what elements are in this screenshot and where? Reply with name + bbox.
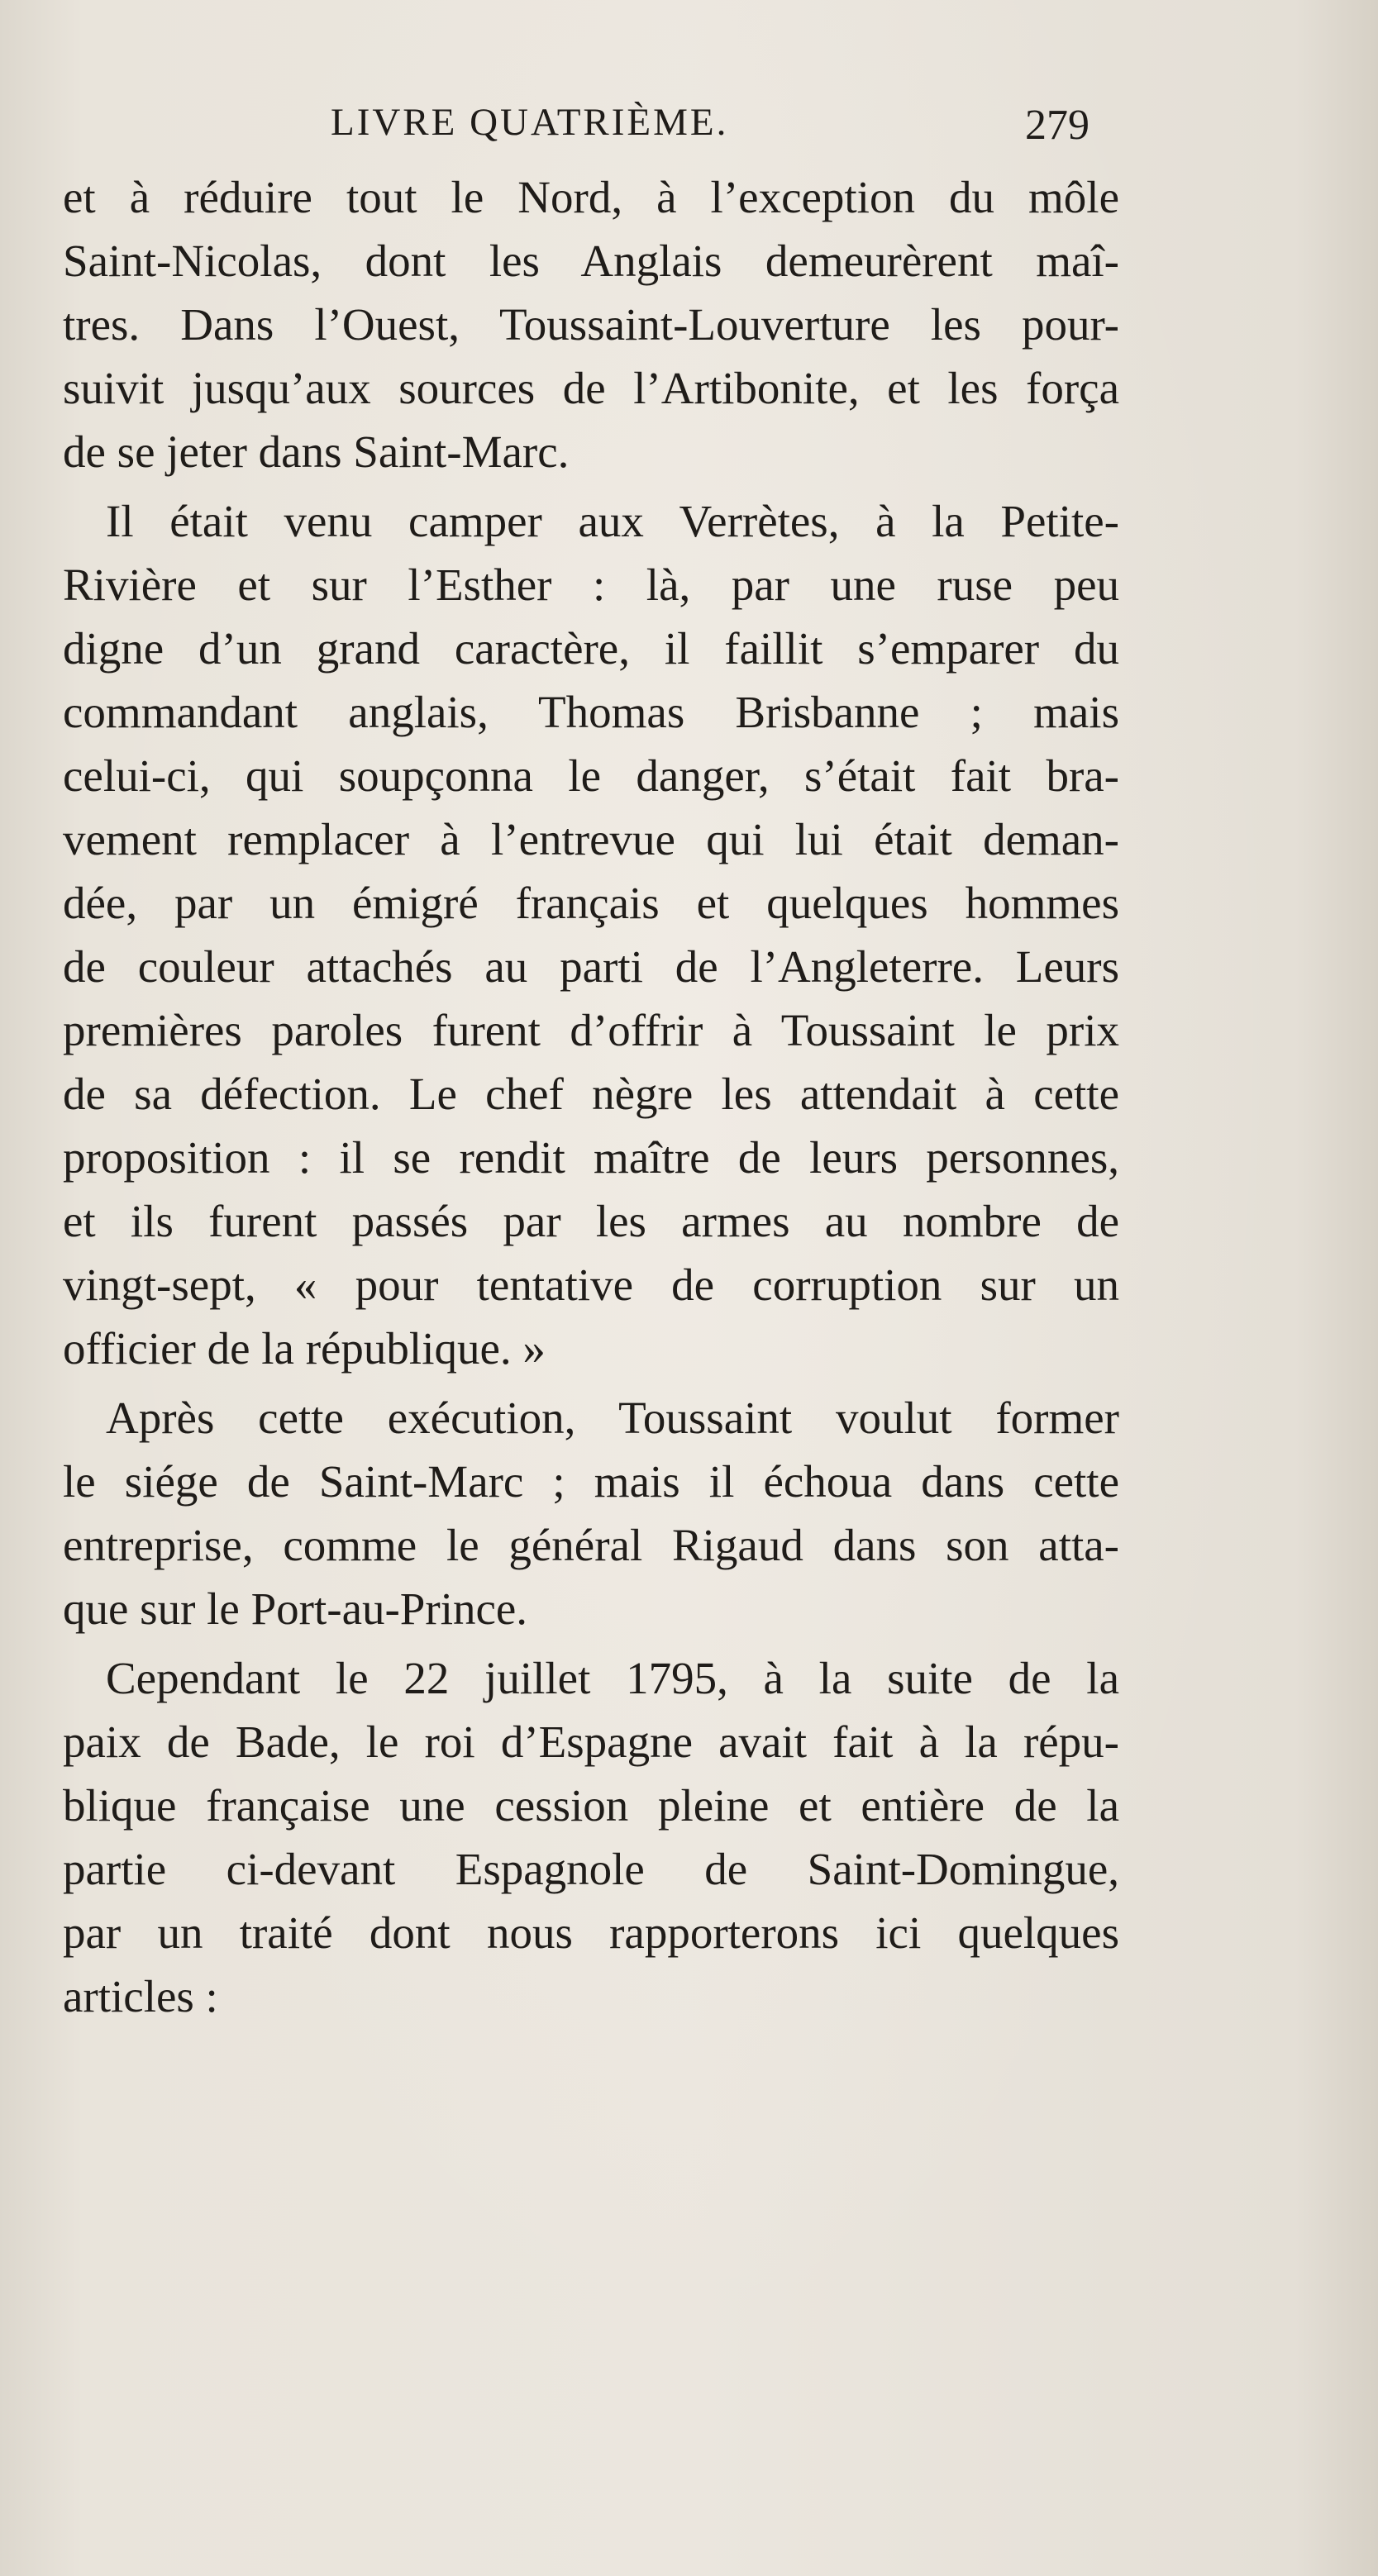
- text-line: par un traité dont nous rapporterons ici quelques: [63, 1907, 1119, 1958]
- text-line: et à réduire tout le Nord, à l’exception du môle: [63, 172, 1119, 222]
- running-head: [0, 89, 1378, 155]
- text-line: Rivière et sur l’Esther : là, par une ruse peu: [63, 559, 1119, 610]
- text-line: et ils furent passés par les armes au nombre de: [63, 1196, 1119, 1246]
- text-line: celui-ci, qui soupçonna le danger, s’était fait bra-: [63, 750, 1119, 801]
- text-line: Cependant le 22 juillet 1795, à la suite de la: [106, 1653, 1119, 1703]
- text-line: Après cette exécution, Toussaint voulut former: [106, 1393, 1119, 1443]
- text-line: officier de la république. »: [63, 1323, 546, 1374]
- paragraph-1: [63, 165, 1119, 483]
- paragraph-3: [63, 1386, 1119, 1640]
- paragraph-2: [63, 489, 1119, 1380]
- text-line: partie ci-devant Espagnole de Saint-Domingue,: [63, 1844, 1119, 1894]
- paragraph-4: [63, 1646, 1119, 2028]
- text-line: premières paroles furent d’offrir à Toussaint le prix: [63, 1005, 1119, 1055]
- text-line: le siége de Saint-Marc ; mais il échoua dans cette: [63, 1456, 1119, 1507]
- text-line: que sur le Port-au-Prince.: [63, 1583, 528, 1634]
- text-line: de se jeter dans Saint-Marc.: [63, 426, 570, 477]
- text-line: dée, par un émigré français et quelques hommes: [63, 878, 1119, 928]
- text-line: digne d’un grand caractère, il faillit s’emparer du: [63, 623, 1119, 674]
- text-line: paix de Bade, le roi d’Espagne avait fait à la répu-: [63, 1717, 1119, 1767]
- text-line: Il était venu camper aux Verrètes, à la Petite-: [106, 496, 1119, 546]
- text-line: vement remplacer à l’entrevue qui lui était deman-: [63, 814, 1119, 864]
- text-line: proposition : il se rendit maître de leurs personnes,: [63, 1132, 1119, 1183]
- text-line: articles :: [63, 1971, 218, 2021]
- text-line: tres. Dans l’Ouest, Toussaint-Louverture les pour-: [63, 299, 1119, 350]
- text-line: suivit jusqu’aux sources de l’Artibonite, et les força: [63, 363, 1119, 413]
- page-number: 279: [1025, 102, 1090, 149]
- text-line: commandant anglais, Thomas Brisbanne ; mais: [63, 687, 1119, 737]
- text-line: blique française une cession pleine et entière de la: [63, 1780, 1119, 1831]
- text-line: de sa défection. Le chef nègre les attendait à cette: [63, 1069, 1119, 1119]
- text-line: vingt-sept, « pour tentative de corruption sur un: [63, 1259, 1119, 1310]
- running-head-title: LIVRE QUATRIÈME.: [331, 101, 729, 144]
- text-line: de couleur attachés au parti de l’Angleterre. Leurs: [63, 941, 1119, 992]
- text-line: entreprise, comme le général Rigaud dans son atta-: [63, 1520, 1119, 1570]
- body-text: [63, 165, 1119, 2028]
- text-line: Saint-Nicolas, dont les Anglais demeurèrent maî-: [63, 236, 1119, 286]
